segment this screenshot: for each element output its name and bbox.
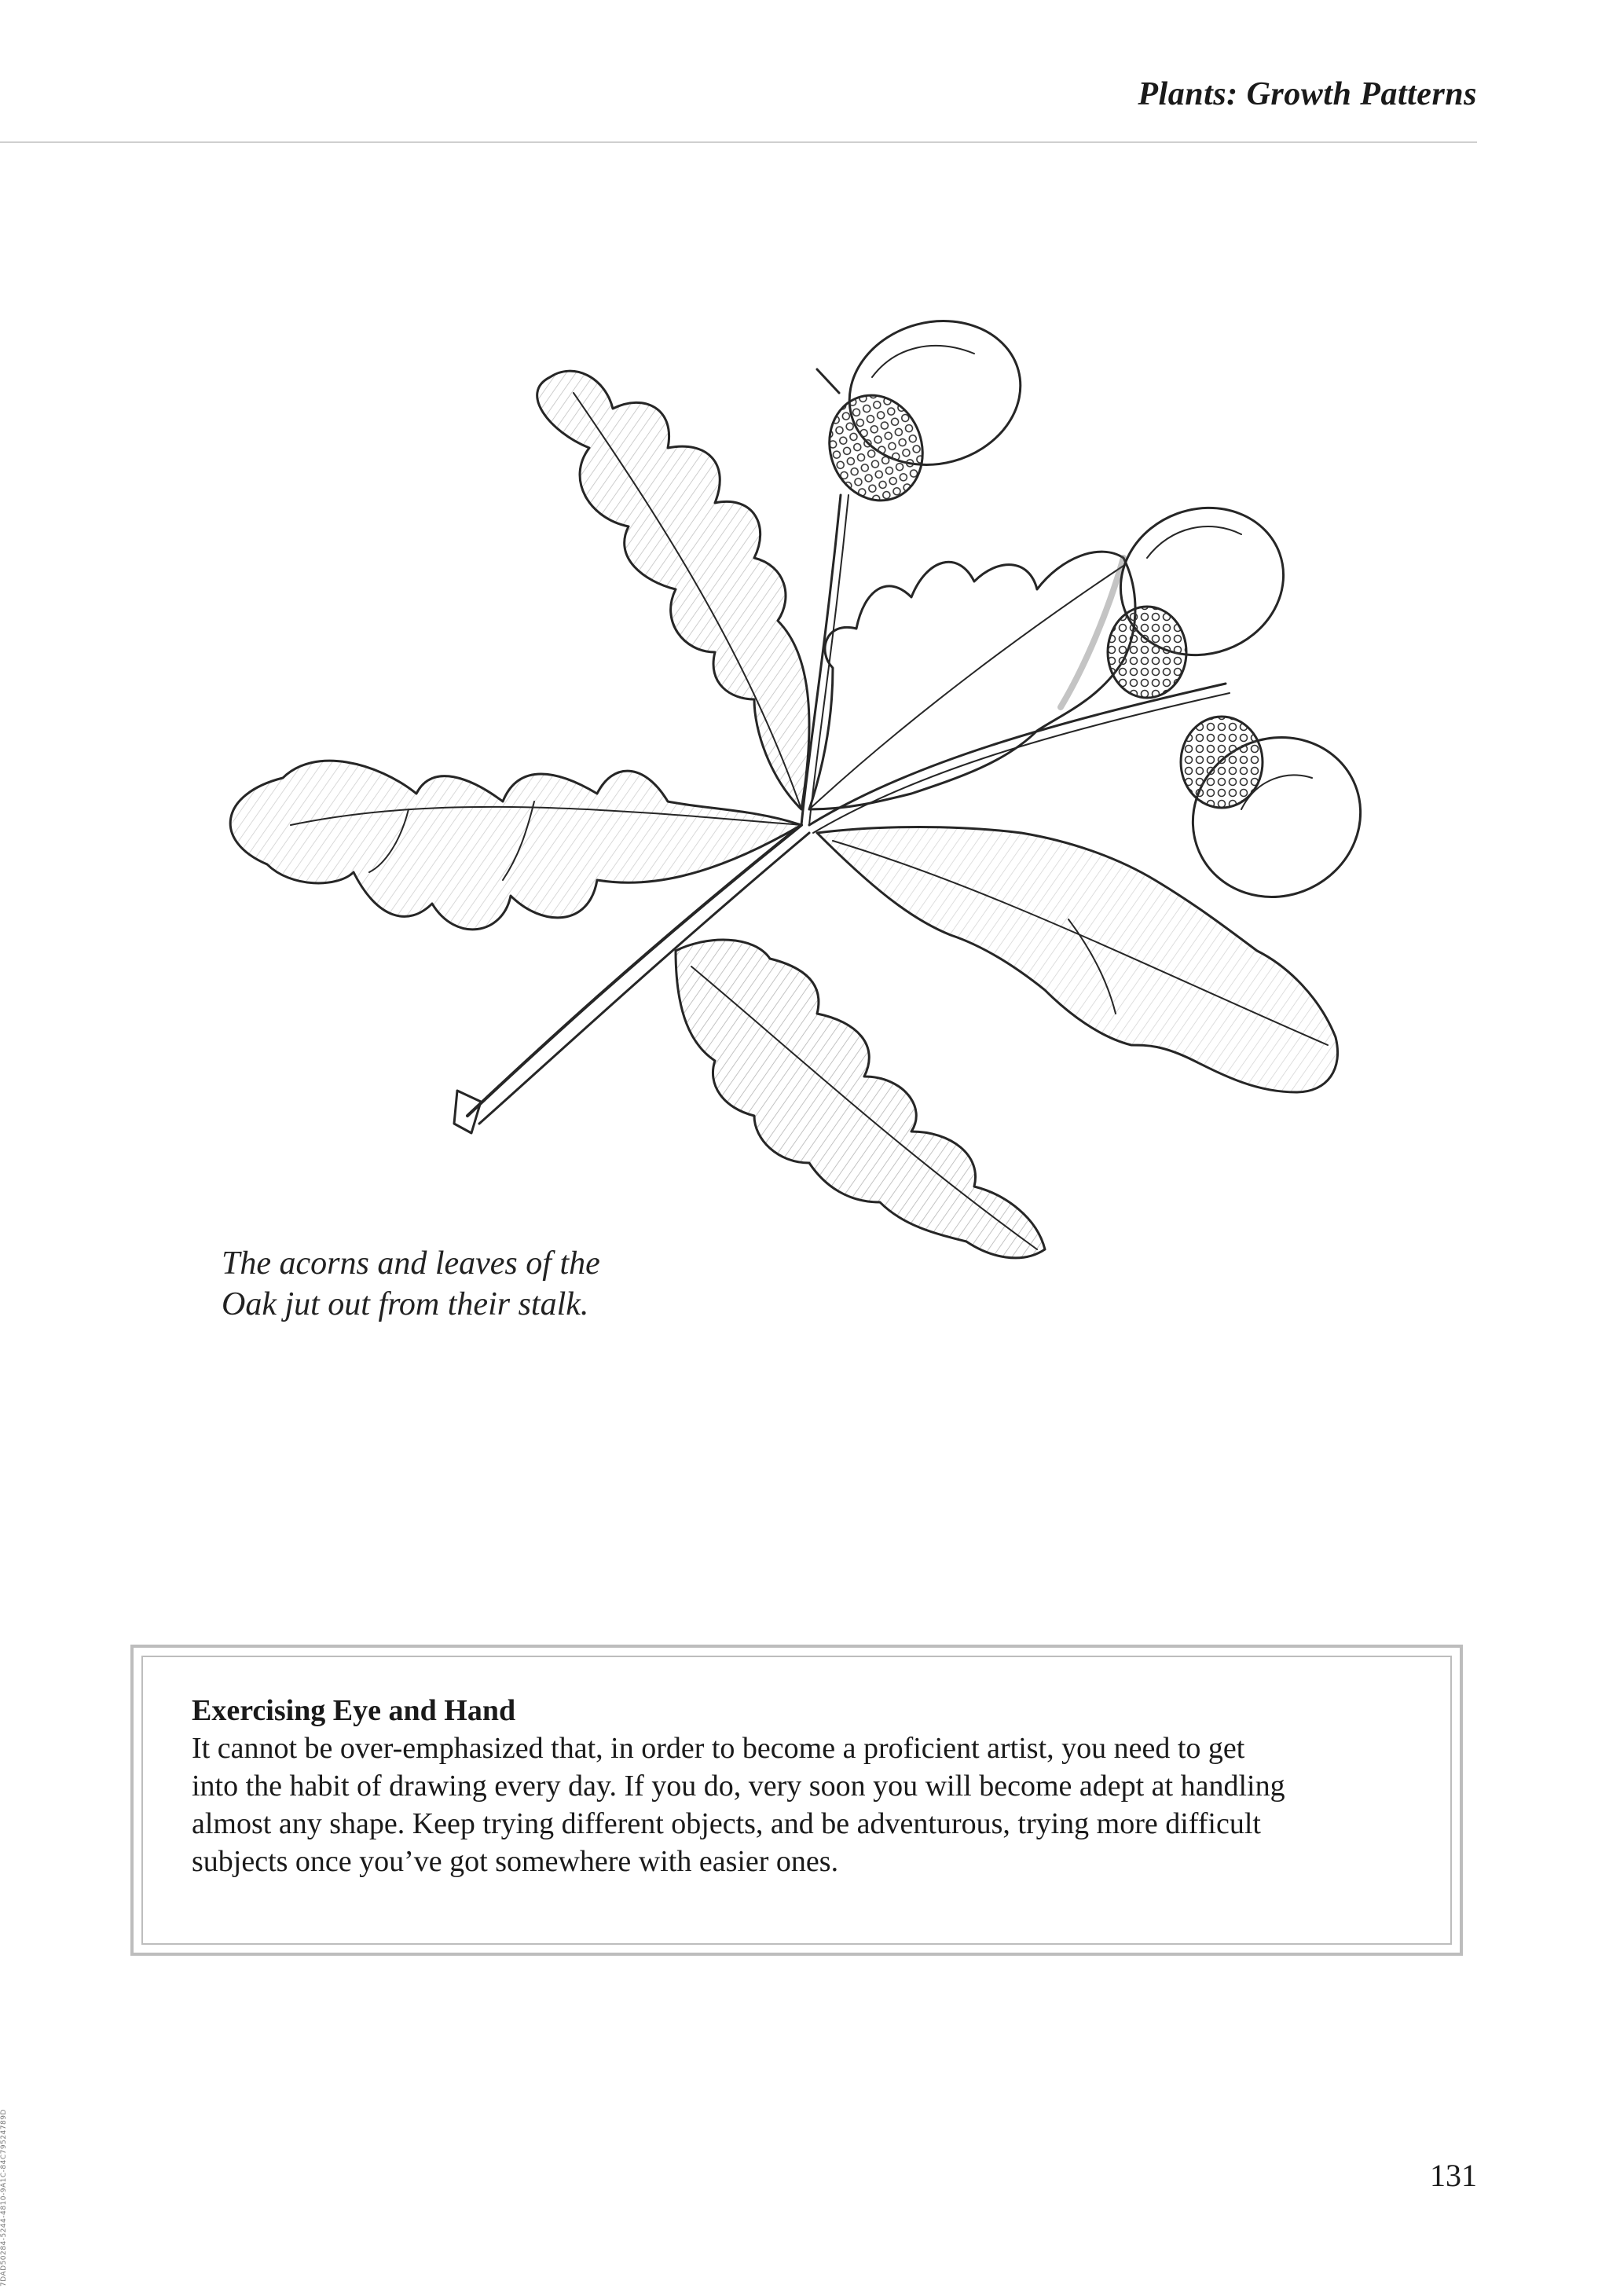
- leaf-lower-right: [817, 827, 1338, 1093]
- sidebar-box-body: [192, 1729, 1417, 1880]
- body-line: into the habit of drawing every day. If you do, very soon you will become adept at handling: [192, 1770, 1285, 1803]
- oak-acorn-illustration: [204, 259, 1383, 1281]
- header-rule: [0, 141, 1477, 143]
- acorn-stem-top: [801, 495, 841, 825]
- body-line: subjects once you’ve got somewhere with easier ones.: [192, 1845, 839, 1878]
- sidebar-box: [130, 1645, 1463, 1956]
- caption-line: Oak jut out from their stalk.: [222, 1286, 589, 1322]
- body-line: It cannot be over-emphasized that, in order to become a proficient artist, you need to get: [192, 1732, 1245, 1765]
- acorn-top-cup: [815, 382, 937, 513]
- side-document-code: 7DAD50284-5244-4810-9A1C-84C79524789D: [0, 2109, 8, 2287]
- page-number: 131: [1430, 2158, 1477, 2193]
- leaf-bottom: [676, 940, 1045, 1258]
- acorn-middle-cup: [1108, 607, 1186, 698]
- sidebar-box-content: [192, 1692, 1417, 1880]
- leaf-upper-left: [537, 371, 809, 809]
- running-head-title: Plants: Growth Patterns: [1138, 76, 1477, 112]
- acorn-lower-cup: [1181, 717, 1263, 808]
- figure-caption: [222, 1243, 772, 1325]
- caption-line: The acorns and leaves of the: [222, 1245, 600, 1282]
- leaf-left: [230, 761, 801, 930]
- body-line: almost any shape. Keep trying different objects, and be adventurous, trying more difficult: [192, 1807, 1261, 1840]
- sidebar-box-title: Exercising Eye and Hand: [192, 1694, 516, 1727]
